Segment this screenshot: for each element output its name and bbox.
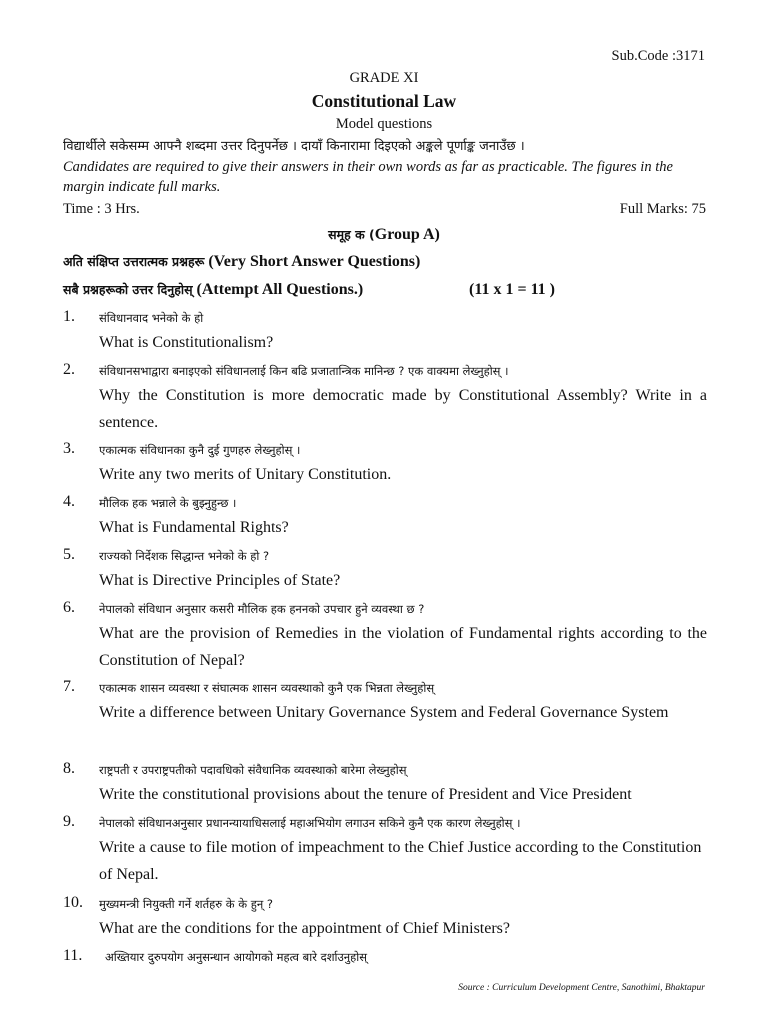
section-marks: (11 x 1 = 11 ): [469, 281, 556, 298]
group-heading: [0, 226, 768, 244]
instructions-english: Candidates are required to give their answers in their own words as far as practicable. The figures in the margin indicate full marks.: [63, 159, 673, 195]
question-number: 1.: [63, 308, 75, 325]
question-nepali: राष्ट्रपती र उपराष्ट्रपतीको पदावधिको संवैधानिक व्यवस्थाको बारेमा लेख्नुहोस्: [99, 763, 407, 777]
question-nepali: संविधानवाद भनेको के हो: [99, 311, 204, 325]
question-english: What is Constitutionalism?: [99, 334, 274, 351]
question-number: 5.: [63, 546, 75, 563]
question-nepali: नेपालको संविधान अनुसार कसरी मौलिक हक हननको उपचार हुने व्यवस्था छ ?: [99, 602, 425, 616]
question-english: Write a cause to file motion of impeachment to the Chief Justice according to the Constitution of Nepal.: [99, 839, 702, 883]
question-english: Write the constitutional provisions about the tenure of President and Vice President: [99, 786, 632, 803]
section-heading-english: (Very Short Answer Questions): [208, 253, 421, 270]
page-title: Constitutional Law: [311, 91, 457, 111]
full-marks: Full Marks: 75: [619, 201, 706, 217]
group-heading-nepali: समूह क (: [328, 227, 375, 242]
question-english: Write a difference between Unitary Governance System and Federal Governance System: [99, 704, 669, 721]
question-nepali: मुख्यमन्त्री नियुक्ती गर्ने शर्तहरु के के हुन् ?: [99, 897, 274, 911]
question-nepali: एकात्मक शासन व्यवस्था र संघात्मक शासन व्यवस्थाको कुनै एक भिन्नता लेख्नुहोस्: [99, 681, 435, 695]
question-nepali: नेपालको संविधानअनुसार प्रधानन्यायाधिसलाई महाअभियोग लगाउन सकिने कुनै एक कारण लेख्नुहोस् ।: [99, 816, 521, 830]
question-nepali: संविधानसभाद्वारा बनाइएको संविधानलाई किन बढि प्रजातान्त्रिक मानिन्छ ? एक वाक्यमा लेख्नुहोस् ।: [99, 364, 509, 378]
grade-heading: GRADE XI: [349, 70, 419, 86]
question-number: 2.: [63, 361, 75, 378]
section-heading: [63, 253, 420, 271]
question-number: 4.: [63, 493, 75, 510]
attempt-instruction-english: (Attempt All Questions.): [196, 281, 364, 298]
question-number: 7.: [63, 678, 75, 695]
question-nepali: एकात्मक संविधानका कुनै दुई गुणहरु लेख्नुहोस् ।: [99, 443, 301, 457]
question-number: 10.: [63, 894, 83, 911]
question-number: 9.: [63, 813, 75, 830]
attempt-instruction: [63, 281, 583, 299]
question-number: 3.: [63, 440, 75, 457]
question-nepali: अख्तियार दुरुपयोग अनुसन्धान आयोगको महत्व बारे दर्शाउनुहोस्: [105, 950, 368, 964]
instructions-nepali: विद्यार्थीले सकेसम्म आफ्नै शब्दमा उत्तर दिनुपर्नेछ । दायाँ किनारामा दिइएको अङ्कले पूर्णाङ्क जनाउँछ ।: [63, 139, 525, 154]
page-subtitle: Model questions: [335, 116, 433, 132]
sub-code: Sub.Code :3171: [611, 48, 705, 64]
question-nepali: मौलिक हक भन्नाले के बुझ्नुहुन्छ ।: [99, 496, 237, 510]
section-heading-nepali: अति संक्षिप्त उत्तरात्मक प्रश्नहरू: [63, 254, 205, 269]
question-english: What is Fundamental Rights?: [99, 519, 289, 536]
question-nepali: राज्यको निर्देशक सिद्धान्त भनेको के हो ?: [99, 549, 270, 563]
question-english: What is Directive Principles of State?: [99, 572, 341, 589]
question-english: What are the provision of Remedies in the violation of Fundamental rights according to the Constitution of Nepal?: [99, 625, 707, 669]
question-english: Write any two merits of Unitary Constitution.: [99, 466, 392, 483]
question-english: Why the Constitution is more democratic made by Constitutional Assembly? Write in a sentence.: [99, 387, 707, 431]
time-allowed: Time : 3 Hrs.: [63, 201, 140, 217]
question-number: 8.: [63, 760, 75, 777]
question-english: What are the conditions for the appointment of Chief Ministers?: [99, 920, 510, 937]
question-number: 11.: [63, 947, 83, 964]
attempt-instruction-nepali: सबै प्रश्नहरूको उत्तर दिनुहोस्: [63, 282, 193, 297]
time-marks-row: [63, 201, 706, 218]
group-heading-english: Group A): [374, 226, 440, 243]
source-footer: Source : Curriculum Development Centre, Sanothimi, Bhaktapur: [458, 983, 705, 993]
question-number: 6.: [63, 599, 75, 616]
